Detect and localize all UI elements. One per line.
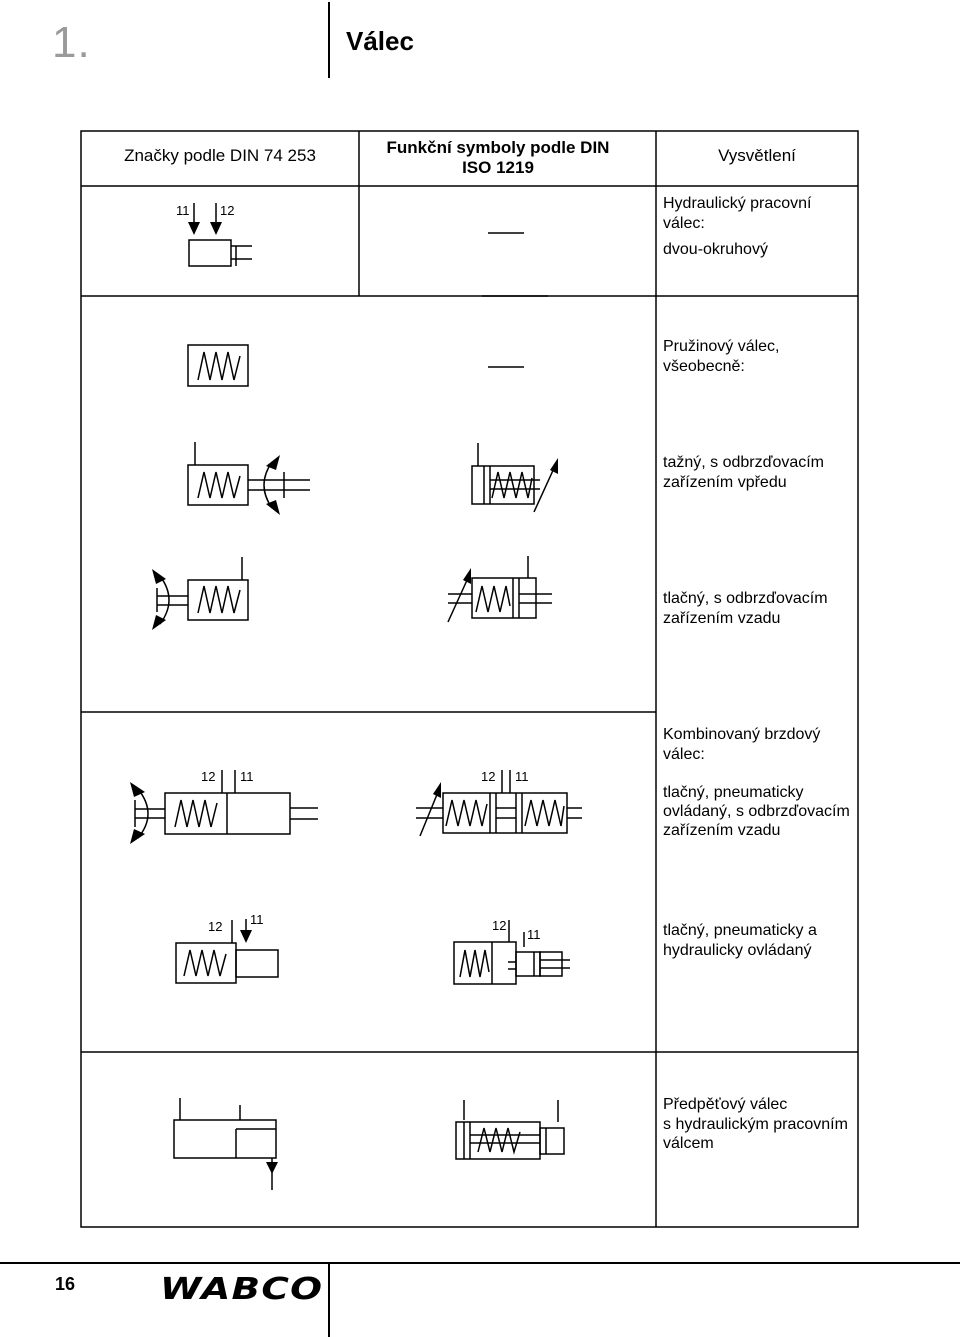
desc-combined-4: ovládaný, s odbrzďovacím — [663, 803, 850, 820]
header-explanation: Vysvětlení — [718, 146, 796, 165]
desc-preload-3: válcem — [663, 1135, 714, 1152]
desc-combined-1: Kombinovaný brzdový — [663, 726, 821, 743]
desc-pneu-hydr-2: hydraulicky ovládaný — [663, 942, 812, 959]
footer-vertical-divider — [328, 1262, 330, 1337]
desc-preload-1: Předpěťový válec — [663, 1096, 788, 1113]
wabco-logo: WABCO — [160, 1272, 324, 1307]
footer-divider — [0, 1262, 960, 1264]
port-label-12: 12 — [208, 919, 223, 934]
port-label-12: 12 — [201, 769, 216, 784]
desc-spring-2: všeobecně: — [663, 358, 745, 375]
port-label-11: 11 — [176, 203, 190, 218]
header-iso-symbols: Funkční symboly podle DIN ISO 1219 — [386, 138, 610, 177]
page-number: 16 — [55, 1274, 76, 1294]
chapter-title: Válec — [346, 26, 414, 56]
port-label-11: 11 — [527, 927, 541, 942]
desc-pull-1: tažný, s odbrzďovacím — [663, 454, 825, 471]
desc-combined-5: zařízením vzadu — [663, 822, 781, 839]
port-label-11: 11 — [515, 769, 529, 784]
desc-hydraulic-3: dvou-okruhový — [663, 241, 768, 258]
port-label-11: 11 — [250, 912, 264, 927]
desc-hydraulic-2: válec: — [663, 215, 705, 232]
port-label-12: 12 — [220, 203, 235, 218]
header-din-symbols: Značky podle DIN 74 253 — [124, 146, 316, 165]
desc-push-2: zařízením vzadu — [663, 610, 781, 627]
desc-pneu-hydr-1: tlačný, pneumaticky a — [663, 922, 817, 939]
desc-combined-3: tlačný, pneumaticky — [663, 784, 804, 801]
desc-preload-2: s hydraulickým pracovním — [663, 1116, 848, 1133]
desc-spring-1: Pružinový válec, — [663, 338, 780, 355]
desc-push-1: tlačný, s odbrzďovacím — [663, 590, 828, 607]
desc-hydraulic-1: Hydraulický pracovní — [663, 195, 812, 212]
chapter-number: 1. — [52, 18, 91, 67]
desc-combined-2: válec: — [663, 746, 705, 763]
port-label-11: 11 — [240, 769, 254, 784]
port-label-12: 12 — [492, 918, 507, 933]
desc-pull-2: zařízením vpředu — [663, 474, 787, 491]
port-label-12: 12 — [481, 769, 496, 784]
